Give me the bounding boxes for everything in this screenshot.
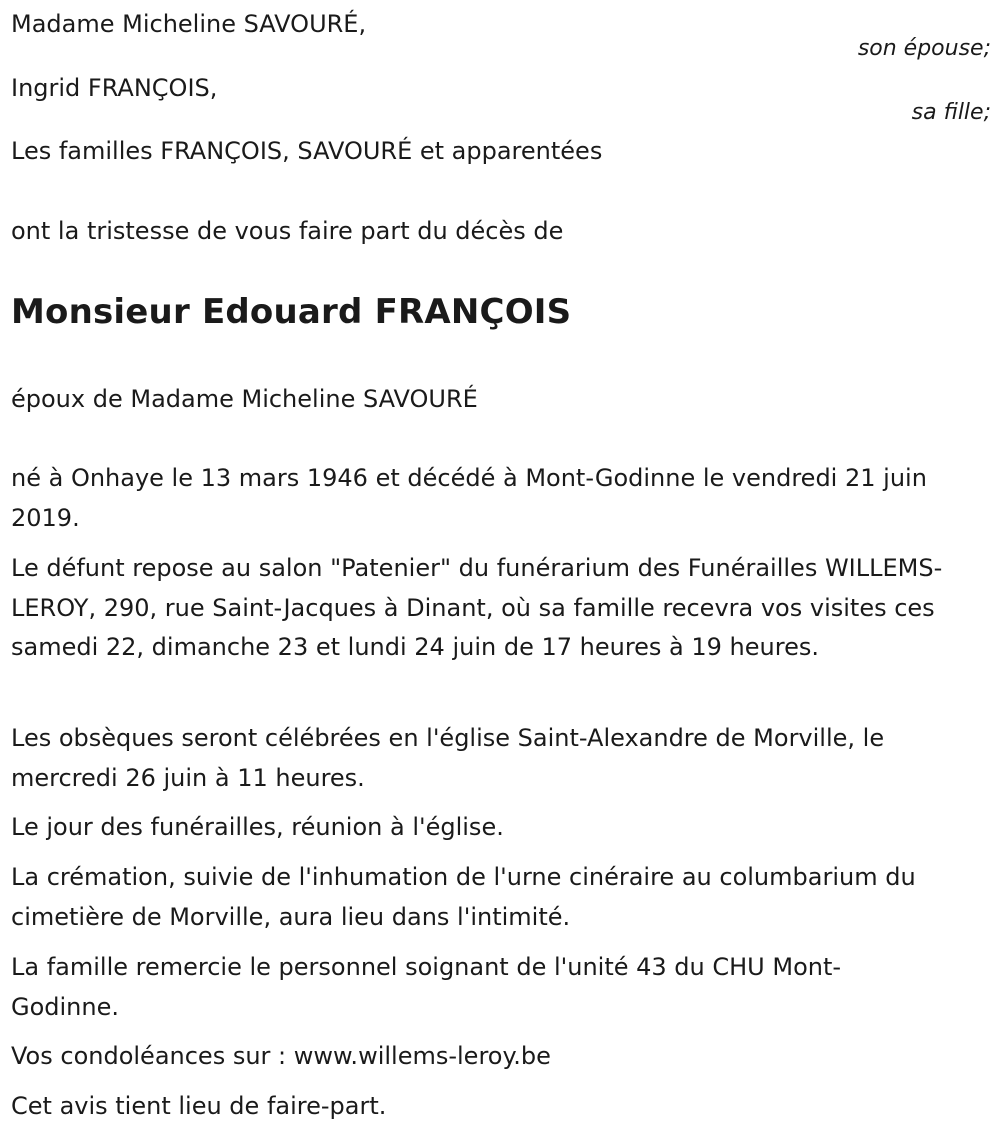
condolences-paragraph: Vos condoléances sur : www.willems-leroy.be bbox=[11, 1042, 551, 1070]
cremation-paragraph: La crémation, suivie de l'inhumation de l'urne cinéraire au columbarium du cimetière de Morville, aura lieu dans l'intimité. bbox=[11, 863, 916, 931]
families-line: Les familles FRANÇOIS, SAVOURÉ et apparentées bbox=[11, 137, 603, 165]
funeral-paragraph: Les obsèques seront célébrées en l'église Saint-Alexandre de Morville, le mercredi 26 juin à 11 heures. bbox=[11, 724, 885, 792]
family-member-name: Ingrid FRANÇOIS, bbox=[11, 74, 218, 102]
spouse-line: époux de Madame Micheline SAVOURÉ bbox=[11, 385, 478, 413]
deceased-name: Monsieur Edouard FRANÇOIS bbox=[11, 292, 572, 332]
notice-paragraph: Cet avis tient lieu de faire-part. bbox=[11, 1092, 387, 1120]
family-member-relation: sa fille; bbox=[911, 100, 991, 125]
meeting-paragraph: Le jour des funérailles, réunion à l'église. bbox=[11, 813, 504, 841]
thanks-paragraph: La famille remercie le personnel soignant de l'unité 43 du CHU Mont-Godinne. bbox=[11, 953, 842, 1021]
viewing-paragraph: Le défunt repose au salon "Patenier" du funérarium des Funérailles WILLEMS-LEROY, 290, rue Saint-Jacques à Dinant, où sa famille recevra vos visites ces samedi 22, dimanche 23 et lundi 24 juin de 17 heures à 19 heures. bbox=[11, 554, 943, 661]
family-member-name: Madame Micheline SAVOURÉ, bbox=[11, 10, 367, 38]
announcement-line: ont la tristesse de vous faire part du décès de bbox=[11, 217, 564, 245]
family-member-relation: son épouse; bbox=[857, 36, 991, 61]
birth-death-paragraph: né à Onhaye le 13 mars 1946 et décédé à Mont-Godinne le vendredi 21 juin 2019. bbox=[11, 464, 927, 532]
